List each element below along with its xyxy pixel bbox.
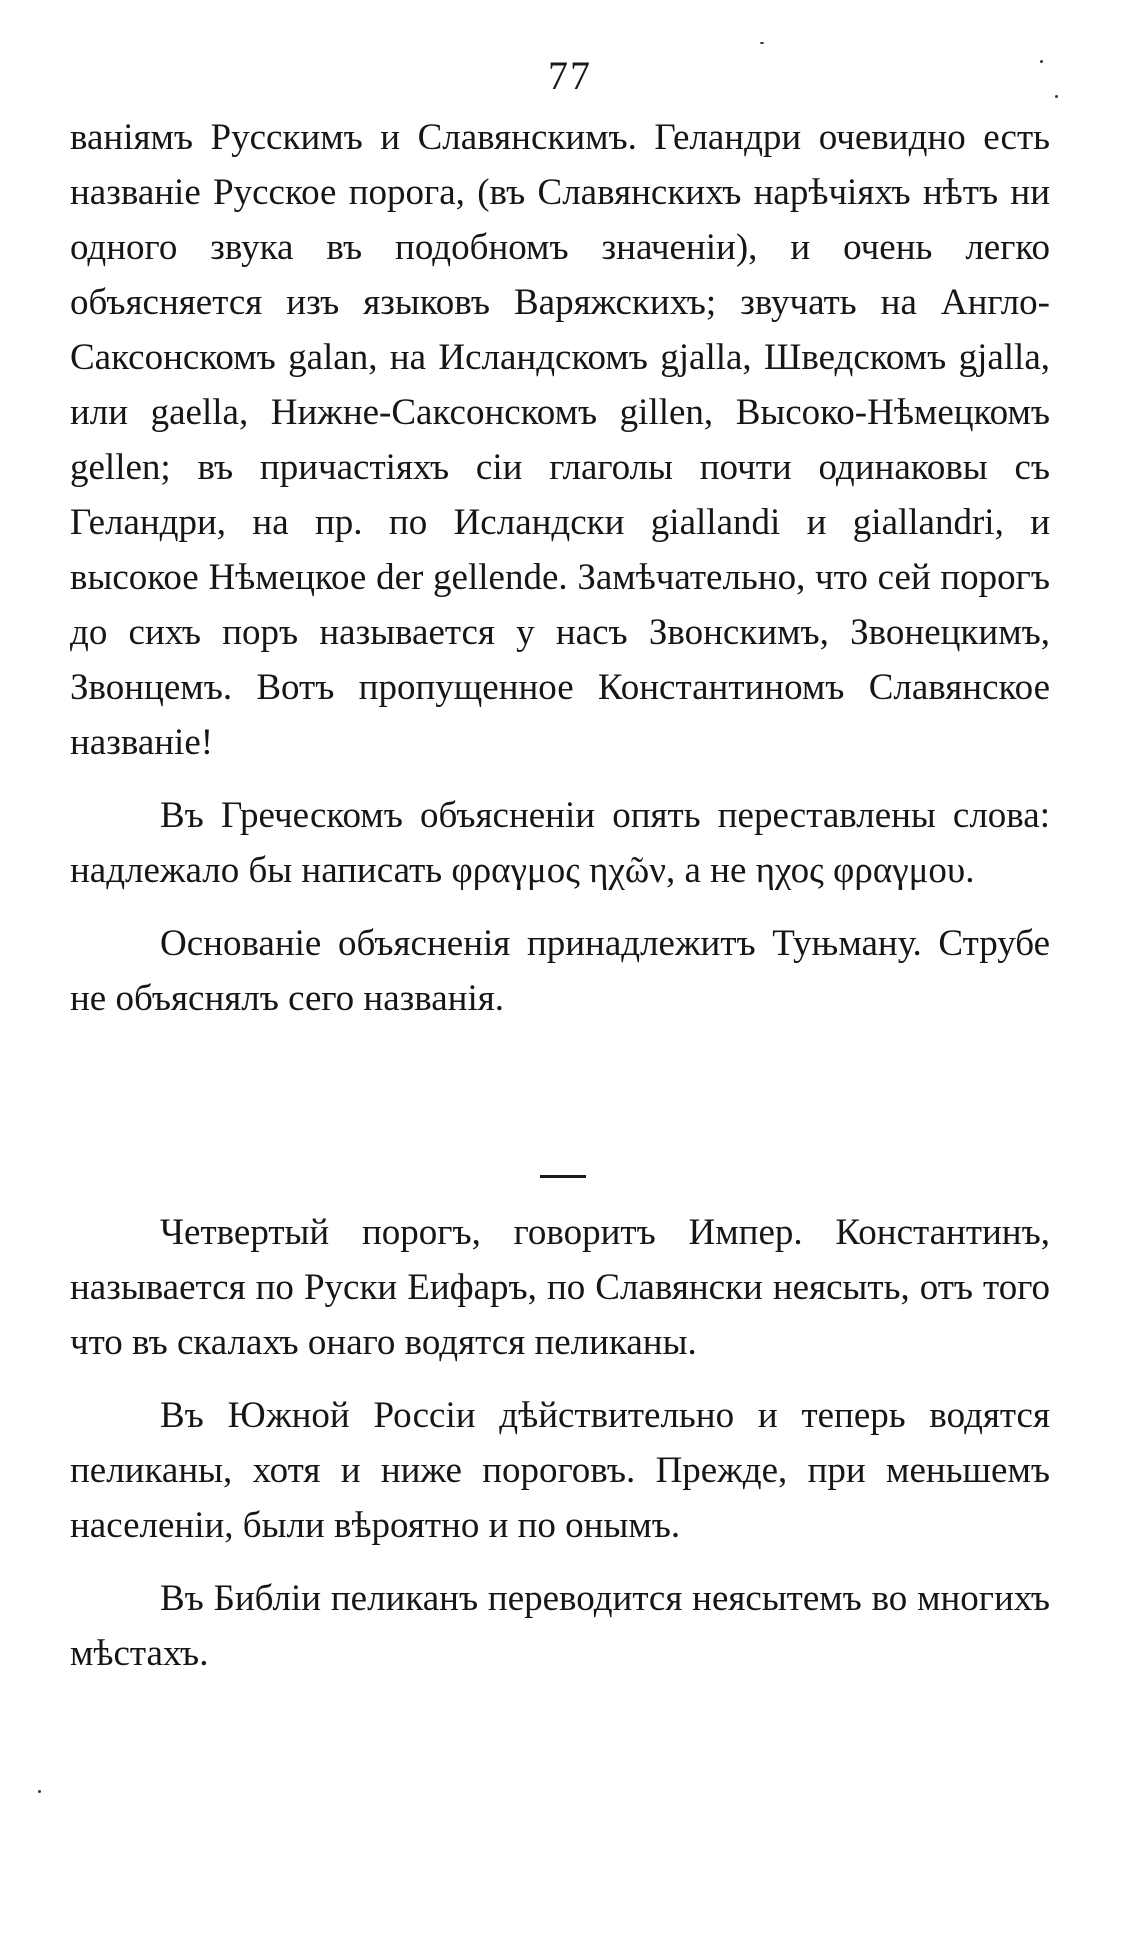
print-speck — [760, 42, 764, 44]
print-speck — [1040, 60, 1043, 63]
paragraph-pelicans-russia: Въ Южной Россіи дѣйствительно и теперь водятся пеликаны, хотя и ниже пороговъ. Прежде, при меньшемъ населеніи, были вѣроятно и по онымъ. — [70, 1395, 1050, 1546]
paragraph-thunmann: Основаніе объясненія принадлежитъ Туњману. Струбе не объяснялъ сего названія. — [70, 923, 1050, 1019]
text-block-upper — [70, 110, 1050, 1026]
paragraph-greek-explanation: Въ Греческомъ объясненіи опять переставлены слова: надлежало бы написать φραγμος ηχῶν, а не ηχος φραγμου. — [70, 795, 1050, 891]
paragraph-geländri: ваніямъ Русскимъ и Славянскимъ. Геландри очевидно есть названіе Русское порога, (въ Славянскихъ нарѣчіяхъ нѣтъ ни одного звука въ подобномъ значеніи), и очень легко объясняется изъ языковъ Варяжскихъ; звучать на Англо-Саксонскомъ galan, на Исландскомъ gjalla, Шведскомъ gjalla, или gaella, Нижне-Саксонскомъ gillen, Высоко-Нѣмецкомъ gellen; въ причастіяхъ сіи глаголы почти одинаковы съ Геландри, на пр. по Исландски giallandi и giallandri, и высокое Нѣмецкое der gellende. Замѣчательно, что сей порогъ до сихъ поръ называется у насъ Звонскимъ, Звонецкимъ, Звонцемъ. Вотъ пропущенное Константиномъ Славянское названіе! — [70, 117, 1050, 763]
paragraph-fourth-rapid: Четвертый порогъ, говоритъ Импер. Константинъ, называется по Руски Еифаръ, по Славянски неясыть, отъ того что въ скалахъ онаго водятся пеликаны. — [70, 1212, 1050, 1363]
text-block-lower — [70, 1205, 1050, 1681]
paragraph-bible: Въ Библіи пеликанъ переводится неясытемъ во многихъ мѣстахъ. — [70, 1578, 1050, 1674]
page-number: 77 — [548, 53, 592, 98]
print-speck — [1055, 95, 1058, 98]
section-divider — [540, 1175, 586, 1178]
print-speck — [38, 1790, 41, 1793]
